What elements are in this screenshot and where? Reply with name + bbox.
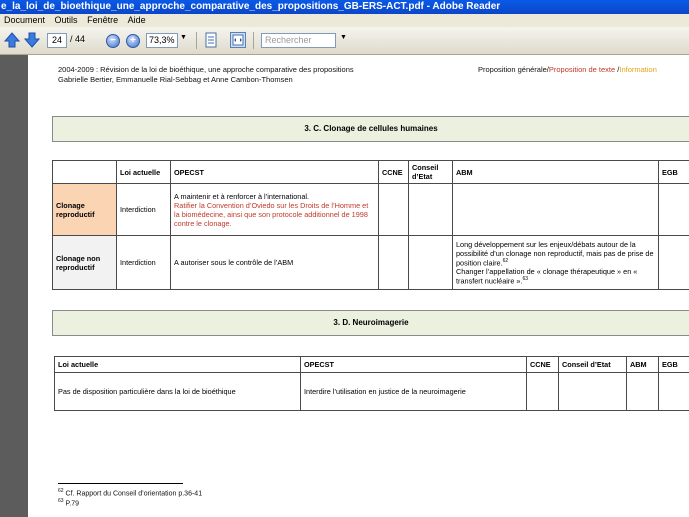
cell-text: Long développement sur les enjeux/débats autour de la possibilité d’un clonage non reproductif, mais pas de prise de position claire.	[456, 239, 654, 267]
arrow-up-icon[interactable]	[4, 32, 20, 48]
menu-outils[interactable]: Outils	[54, 15, 78, 25]
footnote-ref[interactable]: 62	[502, 257, 509, 264]
header-authors: Gabrielle Bertier, Emmanuelle Rial-Sebbag et Anne Cambon-Thomsen	[58, 75, 293, 84]
table-header-cell: Loi actuelle	[55, 357, 301, 373]
table-header-row	[55, 357, 689, 373]
footnote	[58, 498, 79, 507]
table-header-cell: ABM	[453, 161, 659, 184]
menu-fenetre[interactable]: Fenêtre	[87, 15, 119, 25]
search-dropdown-icon[interactable]: ▼	[340, 34, 347, 41]
zoom-select[interactable]: 73,3%	[146, 33, 178, 48]
zoom-in-button[interactable]: +	[126, 34, 140, 48]
table-header-cell: ABM	[627, 357, 659, 373]
table-cell: Interdire l’utilisation en justice de la neuroimagerie	[301, 373, 527, 411]
table-cell	[627, 373, 659, 411]
table-cell	[379, 236, 409, 290]
search-input[interactable]: Rechercher	[261, 33, 336, 48]
table-header-cell: OPECST	[301, 357, 527, 373]
nav-text-link[interactable]: Proposition de texte	[548, 65, 616, 74]
section-clonage-title: 3. C. Clonage de cellules humaines	[52, 116, 689, 142]
footnote-divider	[58, 483, 183, 484]
table-header-cell: Conseil d’Etat	[559, 357, 627, 373]
fit-page-icon[interactable]	[203, 32, 219, 48]
footnote	[58, 488, 202, 497]
table-cell	[527, 373, 559, 411]
footnote-text: P.79	[63, 500, 80, 508]
table-cell	[379, 184, 409, 236]
row-label: Clonage reproductif	[53, 184, 117, 236]
fit-width-icon[interactable]	[230, 32, 246, 48]
table-header-cell: EGB	[659, 357, 689, 373]
zoom-out-button[interactable]: −	[106, 34, 120, 48]
nav-general-link[interactable]: Proposition générale	[478, 65, 547, 74]
toolbar	[0, 27, 689, 55]
document-viewport[interactable]	[0, 55, 689, 517]
table-cell	[453, 236, 659, 290]
table-cell: Interdiction	[117, 184, 171, 236]
table-cell	[171, 184, 379, 236]
toolbar-separator	[196, 32, 197, 49]
footnote-text: Cf. Rapport du Conseil d’orientation p.36-41	[63, 490, 203, 498]
document-header	[58, 65, 354, 85]
table-cell	[453, 184, 659, 236]
cell-text: A maintenir et à renforcer à l’international.	[174, 191, 310, 201]
window-title-bar	[0, 0, 689, 14]
window-title: e_la_loi_de_bioethique_une_approche_comparative_des_propositions_GB-ERS-ACT.pdf - Adobe Reader	[1, 1, 501, 12]
table-header-cell: Conseil d’Etat	[409, 161, 453, 184]
menu-aide[interactable]: Aide	[127, 15, 146, 25]
table-header-cell	[53, 161, 117, 184]
cell-text-red: Ratifier la Convention d’Oviedo sur les Droits de l’Homme et la biomédecine, ainsi que son protocole additionnel de 1998 contre le clonage.	[174, 200, 369, 228]
table-cell: A autoriser sous le contrôle de l’ABM	[171, 236, 379, 290]
table-header-cell: Loi actuelle	[117, 161, 171, 184]
footnote-number: 63	[58, 498, 64, 504]
document-nav	[478, 65, 657, 74]
table-header-row	[53, 161, 689, 184]
arrow-down-icon[interactable]	[24, 32, 40, 48]
menu-document[interactable]: Document	[4, 15, 46, 25]
menu-bar	[0, 14, 689, 27]
row-label: Clonage non reproductif	[53, 236, 117, 290]
table-cell	[409, 236, 453, 290]
page-number-input[interactable]: 24	[47, 33, 67, 48]
nav-separator: /	[615, 65, 620, 74]
footnote-number: 62	[58, 488, 64, 494]
table-cell: Interdiction	[117, 236, 171, 290]
table-cell	[659, 236, 689, 290]
table-cell	[659, 184, 689, 236]
pdf-page	[28, 55, 689, 517]
table-cell	[559, 373, 627, 411]
zoom-dropdown-icon[interactable]: ▼	[180, 34, 187, 41]
table-row	[55, 373, 689, 411]
table-header-cell: OPECST	[171, 161, 379, 184]
cell-text: Changer l’appellation de « clonage thérapeutique » en « transfert nucléaire ».	[456, 267, 638, 286]
table-row	[53, 236, 689, 290]
table-row	[53, 184, 689, 236]
table-header-cell: EGB	[659, 161, 689, 184]
header-title: 2004-2009 : Révision de la loi de bioéthique, une approche comparative des propositions	[58, 65, 354, 74]
toolbar-separator	[253, 32, 254, 49]
neuroimagerie-table	[54, 356, 689, 411]
table-cell	[409, 184, 453, 236]
clonage-table	[52, 160, 689, 290]
table-header-cell: CCNE	[527, 357, 559, 373]
table-cell: Pas de disposition particulière dans la loi de bioéthique	[55, 373, 301, 411]
table-cell	[659, 373, 689, 411]
table-header-cell: CCNE	[379, 161, 409, 184]
nav-info-link[interactable]: Information	[619, 65, 657, 74]
section-neuroimagerie-title: 3. D. Neuroimagerie	[52, 310, 689, 336]
page-total: / 44	[70, 34, 86, 44]
nav-separator: /	[546, 65, 549, 74]
footnote-ref[interactable]: 63	[522, 276, 529, 282]
